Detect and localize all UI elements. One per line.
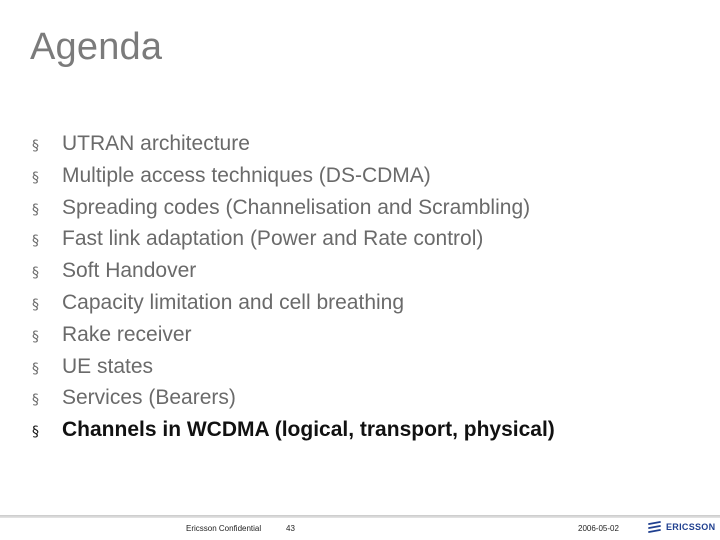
- ericsson-logo: [647, 521, 715, 533]
- agenda-item: [32, 319, 555, 351]
- footer-divider: [0, 515, 720, 518]
- agenda-item-text: Rake receiver: [62, 322, 192, 346]
- footer-page-number: 43: [286, 524, 295, 533]
- footer-date: 2006-05-02: [578, 524, 619, 533]
- agenda-item: [32, 255, 555, 287]
- agenda-item-text: Multiple access techniques (DS-CDMA): [62, 163, 431, 187]
- bullet-marker-icon: §: [32, 201, 39, 218]
- agenda-item: [32, 128, 555, 160]
- agenda-item: [32, 192, 555, 224]
- bullet-marker-icon: §: [32, 392, 39, 409]
- agenda-item: [32, 382, 555, 414]
- logo-text: ERICSSON: [666, 522, 716, 532]
- agenda-item: [32, 160, 555, 192]
- agenda-item-text: UTRAN architecture: [62, 132, 250, 155]
- agenda-item-text: Soft Handover: [62, 259, 197, 283]
- agenda-item-text: Channels in WCDMA (logical, transport, physical): [62, 418, 555, 442]
- agenda-item-text: Services (Bearers): [62, 386, 236, 410]
- agenda-item: [32, 223, 555, 255]
- bullet-marker-icon: §: [32, 265, 39, 282]
- bullet-marker-icon: §: [32, 138, 39, 154]
- agenda-item-current: [32, 414, 555, 446]
- bullet-marker-icon: §: [32, 424, 39, 441]
- slide-title: Agenda: [30, 26, 163, 68]
- agenda-item-text: Capacity limitation and cell breathing: [62, 290, 405, 314]
- agenda-item-text: Spreading codes (Channelisation and Scrambling): [62, 195, 531, 219]
- agenda-item-text: Fast link adaptation (Power and Rate control): [62, 227, 484, 251]
- bullet-marker-icon: §: [32, 169, 39, 186]
- agenda-item-text: UE states: [62, 354, 154, 378]
- ericsson-logo-icon: [647, 521, 663, 533]
- agenda-item: [32, 287, 555, 319]
- bullet-marker-icon: §: [32, 233, 39, 250]
- agenda-item: [32, 351, 555, 383]
- bullet-marker-icon: §: [32, 360, 39, 377]
- bullet-marker-icon: §: [32, 296, 39, 313]
- agenda-list: [32, 128, 555, 446]
- footer-confidential: Ericsson Confidential: [186, 524, 262, 533]
- bullet-marker-icon: §: [32, 328, 39, 345]
